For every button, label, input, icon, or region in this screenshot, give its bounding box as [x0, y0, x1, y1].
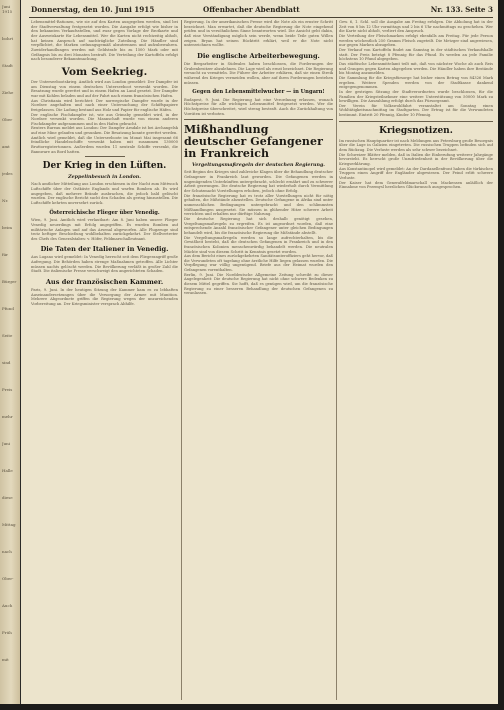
spine-fragment: Auch: [2, 603, 13, 608]
spine-fragment: Juni: [2, 441, 11, 446]
spine-fragment: diese: [2, 495, 13, 500]
article-paragraph: Die Verteilung der Fleischmarken erfolgt ebenfalls am Freitag. Für jede Person werden wöchentlich 250 Gramm Fleisch zugeteilt. Die Metzger sind angewiesen, nur gegen Marken abzugeben.: [339, 33, 493, 48]
spine-text-fragments: [2, 4, 19, 704]
column-left: [31, 20, 178, 700]
dark-border-bottom: [0, 704, 504, 710]
spine-fragment: Mittag: [2, 522, 16, 527]
headline-kammer: Aus der französischen Kammer.: [45, 278, 164, 287]
spine-fragment: beim: [2, 225, 12, 230]
header-date: Donnerstag, den 10. Juni 1915: [31, 5, 155, 14]
spine-fragment: Halle: [2, 468, 13, 473]
divider: [85, 156, 125, 157]
column-right: [339, 20, 493, 700]
article-paragraph: Im russischen Hauptquartier ist nach Meldungen aus Petersburg große Besorgnis über die Lage in Galizien eingetreten. Die russischen Truppen befinden sich auf dem Rückzug. Die Verluste werden als sehr schwer bezeichnet.: [339, 138, 493, 153]
spine-fragment: amt: [2, 144, 10, 149]
spine-fragment: Juni 1915: [2, 4, 13, 14]
spine-fragment: nach: [2, 549, 12, 554]
article-paragraph: Der englische Fischdampfer ist, wie aus Grimsby gemeldet wird, in der Nordsee versenkt worden. Die Mannschaft wurde von einem anderen Fischdampfer aufgenommen und in den Hafen gebracht.: [31, 112, 178, 126]
spine-fragment: Preis: [2, 387, 13, 392]
subheadline-misshandlung: Vergeltungsmaßregeln der deutschen Regierung.: [192, 162, 325, 169]
article-paragraph: Aus Christiania wird berichtet: Der norwegische Dampfer wurde in der Nordsee angehalten und nach einer Untersuchung der Schiffspapiere freigelassen. Die Ladung bestand aus Holz und Papier für englische Häfen.: [31, 98, 178, 112]
spine-fragment: mit: [2, 657, 9, 662]
article-paragraph: Gew. 6, 1. Schl. soll die Ausgabe am Freitag erfolgen. Die Abholung hat in der Zeit von 8 bis 12 Uhr vormittags und 2 bis 6 Uhr nachmittags zu geschehen. Wer die Karte nicht abholt, verliert den Anspruch.: [339, 20, 493, 34]
header-rule: [29, 17, 493, 18]
article-seekrieg: [31, 80, 178, 155]
spine-fragment: Früh: [2, 630, 12, 635]
newspaper-page: [21, 0, 498, 704]
article-venedig: Aus Lugano wird gemeldet: In Venedig herrscht seit dem Fliegerangriff große Aufregung. Die Behörden haben strenge Maßnahmen getroffen. Alle Lichter müssen nachts gelöscht werden. Die Bevölkerung verläßt in großer Zahl die Stadt. Die italienische Presse verschweigt den angerichteten Schaden.: [31, 255, 178, 274]
article-paragraph: Die deutsche Regierung hat sich deshalb genötigt gesehen, Vergeltungsmaßregeln zu ergreifen. Es ist angeordnet worden, daß eine entsprechende Anzahl französischer Gefangener unter gleichen Bedingungen behandelt wird, bis die französische Regierung die Mißstände abstellt.: [184, 216, 333, 235]
article-paragraph: Die französische Regierung hat es trotz aller Vorstellungen nicht für nötig gehalten, die Mißstände abzustellen. Deutsche Gefangene in Afrika sind unter unmenschlichen Bedingungen untergebracht und den schlimmsten Mißhandlungen ausgesetzt. Sie müssen in glühender Hitze schwere Arbeit verrichten und erhalten nur dürftige Nahrung.: [184, 193, 333, 217]
article-paragraph: Aus Konstantinopel wird gemeldet: An der Dardanellenfront haben die türkischen Truppen einen Angriff der Engländer abgewiesen. Der Feind erlitt schwere Verluste.: [339, 166, 493, 181]
headline-luft: Der Krieg in den Lüften.: [42, 161, 167, 172]
article-local-news: [339, 20, 493, 118]
spine-fragment: Nr.: [2, 198, 9, 203]
article-paragraph: Die Sammlung für die Kriegsfürsorge hat bisher einen Betrag von 84326 Mark ergeben. Weitere Spenden werden von der Stadtkasse dankend entgegengenommen.: [339, 75, 493, 90]
spine-fragment: bohrt: [2, 36, 14, 41]
spine-fragment: Ober: [2, 117, 13, 122]
article-paragraph: Aus dem Bericht eines zurückgekehrten Sanitätsunteroffiziers geht hervor, daß die Verwundeten oft tagelang ohne ärztliche Hilfe liegen gelassen wurden. Die Verpflegung war völlig ungenügend. Briefe aus der Heimat wurden den Gefangenen vorenthalten.: [184, 254, 333, 273]
spine-fragment: für: [2, 252, 8, 257]
page-header: [29, 5, 493, 15]
column-separator: [181, 20, 182, 700]
headline-kriegsnotizen: Kriegsnotizen.: [379, 125, 453, 136]
spine-fragment: sind: [2, 360, 11, 365]
article-paragraph: Der Verkauf von Kartoffeln findet am Samstag in der städtischen Verkaufshalle statt. Der Preis beträgt 8 Pfennig für das Pfund. Es werden an jede Familie höchstens 10 Pfund abgegeben.: [339, 47, 493, 62]
headline-oesterreich: Österreichische Flieger über Venedig.: [49, 209, 160, 216]
article-paragraph: Die Schweizer Blätter melden, daß in Italien die Einberufung weiterer Jahrgänge bevorsteht. Es herrscht große Unzufriedenheit in der Bevölkerung über die Kriegserklärung.: [339, 152, 493, 167]
header-paper-title: Offenbacher Abendblatt: [203, 5, 300, 14]
header-issue-number: Nr. 133.: [430, 5, 463, 14]
column-middle: [184, 20, 333, 700]
header-page-number: Seite 3: [465, 5, 493, 14]
spine-fragment: Ober-: [2, 576, 14, 581]
article-arbeiter: Die Bergarbeiter in Südwales haben beschlossen, die Forderungen der Grubenbesitzer abzulehnen. Die Lage wird als ernst bezeichnet. Die Regierung versucht zu vermitteln. Die Führer der Arbeiter erklären, daß sie einen Streik während des Krieges vermeiden wollen, aber auf ihren Forderungen bestehen müssen.: [184, 61, 333, 85]
divider: [339, 121, 493, 122]
article-oesterreich: Wien, 9. Juni. Amtlich wird verlautbart: Am 8. Juni haben unsere Flieger Venedig neuerdings mit Erfolg angegriffen. Es wurden Bomben auf militärische Anlagen und auf das Arsenal abgeworfen. Alle Flugzeuge sind trotz heftiger Beschießung wohlbehalten zurückgekehrt. Der Stellvertreter des Chefs des Generalstabes: v. Höfer, Feldmarschalleutnant.: [31, 218, 178, 241]
article-paragraph: Seit Beginn des Krieges sind zahlreiche Klagen über die Behandlung deutscher Gefangener in Frankreich laut geworden. Die Gefangenen werden in ungenügenden Unterkünften untergebracht, schlecht ernährt und zu schwerer Arbeit gezwungen. Die deutsche Regierung hat wiederholt durch Vermittlung der Schutzmacht Vorstellungen erhoben, jedoch ohne Erfolg.: [184, 170, 333, 193]
article-paragraph: Der Kaiser hat dem Generalfeldmarschall von Mackensen anläßlich der Einnahme von Przemysl herzlichen Glückwunsch ausgesprochen.: [339, 180, 493, 190]
dark-border-right: [498, 0, 504, 710]
headline-misshandlung: Mißhandlung deutscher Gefangener in Frankreich: [184, 123, 324, 161]
article-top: Regierung. In der amerikanischen Presse wird die Note als ein ernster Schritt bezeichnet. Man erwartet, daß die deutsche Regierung die Note eingehend prüfen und in versöhnlichem Sinne beantworten wird. Die Ansicht geht dahin, daß eine Verständigung möglich sein werde, wenn beide Teile guten Willen zeigen. Bryan hat seinen Rücktritt erklärt, weil er die Note nicht unterzeichnen wollte.: [184, 20, 333, 48]
article-paragraph: Der Unterseebootskrieg. Amtlich wird aus London gemeldet: Der Dampfer ist am Dienstag von einem deutschen Unterseeboot versenkt worden. Die Besatzung wurde gerettet und in einem Hafen an Land gesetzt. Der Dampfer war mit Kohlen beladen und auf der Fahrt nach einem französischen Hafen.: [31, 79, 178, 98]
article-paragraph: In der gestrigen Sitzung der Stadtverordneten wurde beschlossen, für die Familien der Kriegsteilnehmer eine weitere Unterstützung von 50000 Mark zu bewilligen. Die Auszahlung erfolgt durch das Fürsorgeamt.: [339, 89, 493, 104]
spine-fragment: mehr: [2, 414, 13, 419]
spine-fragment: jedes: [2, 171, 13, 176]
spine-fragment: Bürger: [2, 279, 17, 284]
spine-fragment: Seite: [2, 333, 13, 338]
article-paragraph: Amtlich wird gemeldet, daß die Unterseeboote im Monat Mai insgesamt 66 feindliche Handelsschiffe versenkt haben mit zusammen 130000 Bruttoregistertonnen. Außerdem wurden 11 neutrale Schiffe versenkt, die Bannware an Bord hatten.: [31, 135, 178, 154]
spine-fragment: Pfund: [2, 306, 14, 311]
article-paragraph: Reuters Bureau meldet aus London: Der Dampfer Arndale ist bei Archangelsk auf eine Mine gelaufen und gesunken. Die Besatzung konnte gerettet werden.: [31, 126, 178, 136]
article-kammer: Paris, 9. Juni. In der heutigen Sitzung der Kammer kam es zu lebhaften Auseinandersetzungen über die Versorgung der Armee mit Munition. Mehrere Abgeordnete griffen die Regierung wegen der unzureichenden Vorbereitung an. Der Kriegsminister versprach Abhilfe.: [31, 288, 178, 307]
article-intro: Lebensmittel-Rationen, wie sie auf den Karten ausgegeben werden, sind bei der Stadtverwaltung festgesetzt worden. Die Ausgabe erfolgt wie bisher in den bekannten Verkaufsstellen, und zwar gegen Vorlage der Brotkarte und der Ausweiskarte für Lebensmittel. Wer die Karten nicht rechtzeitig abholt, hat keinen Anspruch auf nachträgliche Zuteilung. Die Händler sind verpflichtet, die Marken ordnungsgemäß abzutrennen und aufzubewahren. Zuwiderhandlungen werden mit Geldstrafe bis zu 1500 Mark oder mit Gefängnis bis zu drei Monaten bestraft. Die Verteilung der Kartoffeln erfolgt nach besonderer Bekanntmachung.: [31, 20, 178, 62]
column-separator: [336, 20, 337, 700]
headline-seekrieg: Vom Seekrieg.: [61, 65, 148, 78]
spine-fragment: Ziehe: [2, 90, 14, 95]
spine-fragment: Stadt: [2, 63, 13, 68]
divider: [184, 119, 333, 120]
headline-venedig: Die Taten der Italiener in Venedig.: [40, 245, 169, 254]
article-paragraph: Berlin, 9. Juni. Die Norddeutsche Allgemeine Zeitung schreibt zu dieser Angelegenheit: Die deutsche Regierung hat nicht ohne schwere Bedenken zu diesem Mittel gegriffen. Sie hofft, daß es genügen wird, um die französische Regierung zu einer besseren Behandlung der deutschen Gefangenen zu veranlassen.: [184, 272, 333, 296]
adjacent-page-spine: [0, 0, 20, 710]
article-misshandlung: [184, 170, 333, 296]
headline-arbeiter: Die englische Arbeiterbewegung.: [197, 51, 320, 60]
article-paragraph: Der Verein für Volkswohlfahrt veranstaltet am Sonntag einen Wohltätigkeitsnachmittag im Stadtgarten. Der Ertrag ist für die Verwundeten bestimmt. Eintritt 20 Pfennig, Kinder 10 Pfennig.: [339, 103, 493, 118]
article-paragraph: Die Vergeltungsmaßregeln werden so lange aufrechterhalten, bis die Gewißheit besteht, daß die deutschen Gefangenen in Frankreich und in den französischen Kolonien menschenwürdig behandelt werden. Die neutralen Mächte sind von diesem Schritt in Kenntnis gesetzt worden.: [184, 235, 333, 254]
subheadline-luft: Zeppelinbesuch in London.: [68, 174, 141, 181]
article-kriegsnotizen: [339, 139, 493, 190]
article-luft: Nach amtlicher Mitteilung aus London erschienen in der Nacht zum Mittwoch Luftschiffe über der Ostküste Englands und warfen Bomben ab. Es wird angegeben, daß mehrere Brände ausbrachen, die jedoch bald gelöscht wurden. Der englische Bericht sucht den Schaden als gering hinzustellen. Die Luftschiffe kehrten unversehrt zurück.: [31, 182, 178, 206]
article-paragraph: Das städtische Lebensmittelamt teilt mit, daß von nächster Woche ab auch Reis und Graupen gegen Karten abgegeben werden. Die Händler haben ihre Bestände bis Montag anzumelden.: [339, 61, 493, 76]
headline-ungarn: Gegen den Lebensmittelwucher — in Ungarn!: [192, 89, 325, 96]
article-ungarn: Budapest, 9. Juni. Die Regierung hat eine Verordnung erlassen, wonach Höchstpreise für alle wichtigen Lebensmittel festgesetzt werden. Wer die Höchstpreise überschreitet, wird streng bestraft. Auch die Zurückhaltung von Vorräten ist verboten.: [184, 97, 333, 116]
